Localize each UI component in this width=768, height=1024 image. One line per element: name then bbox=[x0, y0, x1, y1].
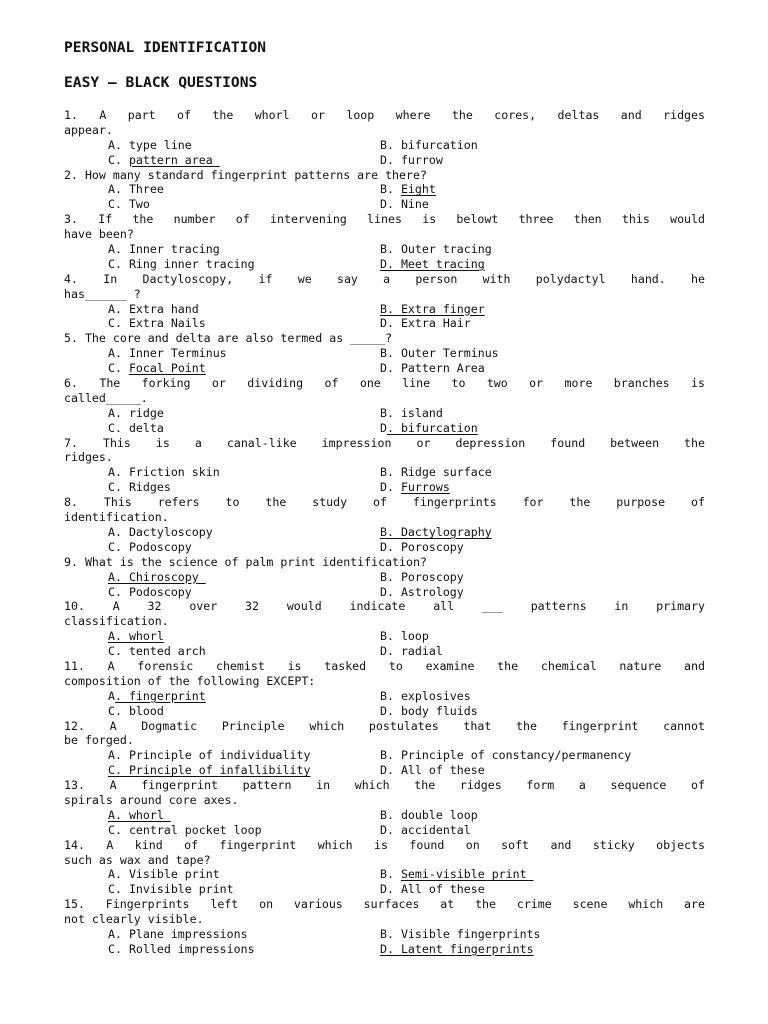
correct-answer-underline: D. Meet tracing bbox=[380, 256, 485, 271]
correct-answer-underline: A. Chiroscopy bbox=[108, 569, 206, 584]
option-row bbox=[64, 406, 705, 421]
choice-option: A. Friction skin bbox=[108, 465, 220, 480]
correct-answer-underline: Semi-visible print bbox=[400, 867, 534, 882]
correct-answer-underline: A. whorl bbox=[108, 807, 171, 822]
answer-option: B. Semi-visible print bbox=[380, 867, 534, 882]
question-item bbox=[64, 897, 705, 957]
option-row bbox=[64, 748, 705, 763]
question-text-line: 5. The core and delta are also termed as _____? bbox=[64, 331, 393, 346]
option-row bbox=[64, 585, 705, 600]
choice-option: C. Podoscopy bbox=[108, 584, 192, 599]
choice-option: A. Principle of individuality bbox=[108, 748, 311, 763]
option-row bbox=[64, 808, 705, 823]
choice-option: C. Two bbox=[108, 197, 150, 212]
question-text-line: ridges. bbox=[64, 450, 113, 465]
choice-option: A. ridge bbox=[108, 405, 164, 420]
choice-option: D. Nine bbox=[380, 197, 429, 212]
question-text-line: 9. What is the science of palm print identification? bbox=[64, 554, 427, 569]
correct-answer-underline: pattern area bbox=[128, 152, 220, 167]
choice-option: A. Three bbox=[108, 182, 164, 197]
question-item bbox=[64, 599, 705, 659]
choice-option: B. loop bbox=[380, 629, 429, 644]
question-list bbox=[64, 108, 705, 957]
choice-option: B. Ridge surface bbox=[380, 465, 492, 480]
answer-option bbox=[108, 629, 164, 644]
question-text-line: 6. The forking or dividing of one line to two or more branches is bbox=[64, 376, 705, 391]
option-row bbox=[64, 867, 705, 882]
option-row bbox=[64, 823, 705, 838]
option-row bbox=[64, 629, 705, 644]
answer-option: A. fingerprint bbox=[108, 688, 206, 703]
section-heading: EASY – BLACK QUESTIONS bbox=[64, 74, 258, 91]
choice-option: B. explosives bbox=[380, 688, 471, 703]
choice-option: C. blood bbox=[108, 703, 164, 718]
option-row bbox=[64, 644, 705, 659]
option-row bbox=[64, 704, 705, 719]
choice-option: D. Extra Hair bbox=[380, 316, 471, 331]
question-text-line: 15. Fingerprints left on various surfaces at the crime scene which are bbox=[64, 897, 705, 912]
choice-option: B. bifurcation bbox=[380, 137, 478, 152]
choice-option: B. Poroscopy bbox=[380, 569, 464, 584]
question-text-line: not clearly visible. bbox=[64, 912, 204, 927]
answer-option: D. Furrows bbox=[380, 480, 450, 495]
choice-option: D. radial bbox=[380, 644, 443, 659]
question-item bbox=[64, 838, 705, 898]
option-row bbox=[64, 302, 705, 317]
question-text-line: has______ ? bbox=[64, 286, 141, 301]
choice-option: C. Ridges bbox=[108, 480, 171, 495]
question-text-line: 14. A kind of fingerprint which is found on soft and sticky objects bbox=[64, 837, 705, 852]
option-row bbox=[64, 570, 705, 585]
correct-answer-underline: C. Principle of infallibility bbox=[108, 763, 311, 778]
answer-option bbox=[380, 302, 485, 317]
choice-option: C. Extra Nails bbox=[108, 316, 206, 331]
question-text-line: 3. If the number of intervening lines is belowt three then this would bbox=[64, 212, 705, 227]
question-text-line: 13. A fingerprint pattern in which the ridges form a sequence of bbox=[64, 778, 705, 793]
choice-option: A. Inner tracing bbox=[108, 242, 220, 257]
question-text-line: 8. This refers to the study of fingerprints for the purpose of bbox=[64, 495, 705, 510]
correct-answer-underline: Furrows bbox=[400, 480, 450, 495]
option-row bbox=[64, 257, 705, 272]
choice-option: D. All of these bbox=[380, 882, 485, 897]
correct-answer-underline: D. Latent fingerprints bbox=[380, 941, 534, 956]
answer-option bbox=[108, 808, 171, 823]
option-row bbox=[64, 480, 705, 495]
option-row bbox=[64, 525, 705, 540]
question-text-line: composition of the following EXCEPT: bbox=[64, 673, 316, 688]
question-text-line: 1. A part of the whorl or loop where the cores, deltas and ridges bbox=[64, 108, 705, 122]
choice-option: B. Principle of constancy/permanency bbox=[380, 748, 632, 763]
question-item bbox=[64, 659, 705, 719]
option-row bbox=[64, 361, 705, 376]
option-row bbox=[64, 421, 705, 436]
question-item bbox=[64, 331, 705, 376]
question-text-line: spirals around core axes. bbox=[64, 792, 239, 807]
answer-option: C. pattern area bbox=[108, 152, 220, 167]
question-item bbox=[64, 272, 705, 332]
option-row bbox=[64, 882, 705, 897]
question-item bbox=[64, 495, 705, 555]
question-text-line: 10. A 32 over 32 would indicate all ___ patterns in primary bbox=[64, 599, 705, 614]
choice-option: B. island bbox=[380, 405, 443, 420]
choice-option: A. Inner Terminus bbox=[108, 346, 227, 361]
correct-answer-underline: B. Dactylography bbox=[380, 524, 492, 539]
question-text-line: be forged. bbox=[64, 733, 134, 748]
answer-option: D. bifurcation bbox=[380, 420, 478, 435]
answer-option: C. Focal Point bbox=[108, 361, 206, 376]
question-item bbox=[64, 436, 705, 496]
question-text-line: 4. In Dactyloscopy, if we say a person with polydactyl hand. he bbox=[64, 271, 705, 286]
choice-option: A. type line bbox=[108, 137, 192, 152]
question-item bbox=[64, 376, 705, 436]
correct-answer-underline: A. whorl bbox=[108, 629, 164, 644]
option-row bbox=[64, 927, 705, 942]
choice-option: B. Visible fingerprints bbox=[380, 926, 541, 941]
question-text-line: 2. How many standard fingerprint patterns are there? bbox=[64, 167, 427, 182]
answer-option: B. Eight bbox=[380, 182, 436, 197]
question-text-line: 12. A Dogmatic Principle which postulates that the fingerprint cannot bbox=[64, 718, 705, 733]
choice-option: B. double loop bbox=[380, 807, 478, 822]
option-row bbox=[64, 182, 705, 197]
question-item bbox=[64, 555, 705, 600]
option-row bbox=[64, 689, 705, 704]
choice-option: C. Invisible print bbox=[108, 882, 234, 897]
option-row bbox=[64, 346, 705, 361]
choice-option: B. Outer Terminus bbox=[380, 346, 499, 361]
answer-option bbox=[108, 763, 310, 778]
option-row bbox=[64, 316, 705, 331]
choice-option: A. Extra hand bbox=[108, 301, 199, 316]
answer-option bbox=[108, 570, 206, 585]
choice-option: D. Pattern Area bbox=[380, 361, 485, 376]
document-title: PERSONAL IDENTIFICATION bbox=[64, 39, 267, 56]
correct-answer-underline: Eight bbox=[400, 182, 436, 197]
question-text-line: 7. This is a canal-like impression or depression found between the bbox=[64, 435, 705, 450]
answer-option bbox=[380, 525, 492, 540]
choice-option: C. Ring inner tracing bbox=[108, 256, 255, 271]
correct-answer-underline: . bifurcation bbox=[386, 420, 478, 435]
choice-option: A. Plane impressions bbox=[108, 926, 248, 941]
question-text-line: such as wax and tape? bbox=[64, 852, 211, 867]
question-item bbox=[64, 778, 705, 838]
option-row bbox=[64, 465, 705, 480]
option-row bbox=[64, 242, 705, 257]
question-item bbox=[64, 212, 705, 272]
option-row bbox=[64, 540, 705, 555]
choice-option: D. furrow bbox=[380, 152, 443, 167]
option-row bbox=[64, 153, 705, 168]
question-text-line: identification. bbox=[64, 510, 169, 525]
correct-answer-underline: Focal Point bbox=[128, 361, 206, 376]
question-text-line: called_____. bbox=[64, 390, 148, 405]
question-item bbox=[64, 168, 705, 213]
choice-option: C. central pocket loop bbox=[108, 822, 262, 837]
choice-option: D. All of these bbox=[380, 763, 485, 778]
choice-option: D. accidental bbox=[380, 822, 471, 837]
choice-option: C. Rolled impressions bbox=[108, 941, 255, 956]
question-text-line: 11. A forensic chemist is tasked to examine the chemical nature and bbox=[64, 658, 705, 673]
choice-option: C. delta bbox=[108, 420, 164, 435]
option-row bbox=[64, 138, 705, 153]
choice-option: B. Outer tracing bbox=[380, 242, 492, 257]
question-text-line: have been? bbox=[64, 227, 134, 242]
choice-option: D. Poroscopy bbox=[380, 539, 464, 554]
question-item bbox=[64, 108, 705, 168]
question-text-line: classification. bbox=[64, 614, 169, 629]
choice-option: D. Astrology bbox=[380, 584, 464, 599]
choice-option: A. Dactyloscopy bbox=[108, 524, 213, 539]
choice-option: C. Podoscopy bbox=[108, 539, 192, 554]
option-row bbox=[64, 942, 705, 957]
answer-option bbox=[380, 257, 485, 272]
correct-answer-underline: . fingerprint bbox=[114, 688, 206, 703]
choice-option: D. body fluids bbox=[380, 703, 478, 718]
choice-option: C. tented arch bbox=[108, 644, 206, 659]
choice-option: A. Visible print bbox=[108, 867, 220, 882]
option-row bbox=[64, 197, 705, 212]
question-text-line: appear. bbox=[64, 122, 113, 137]
question-item bbox=[64, 719, 705, 779]
correct-answer-underline: B. Extra finger bbox=[380, 301, 485, 316]
answer-option bbox=[380, 942, 534, 957]
option-row bbox=[64, 763, 705, 778]
